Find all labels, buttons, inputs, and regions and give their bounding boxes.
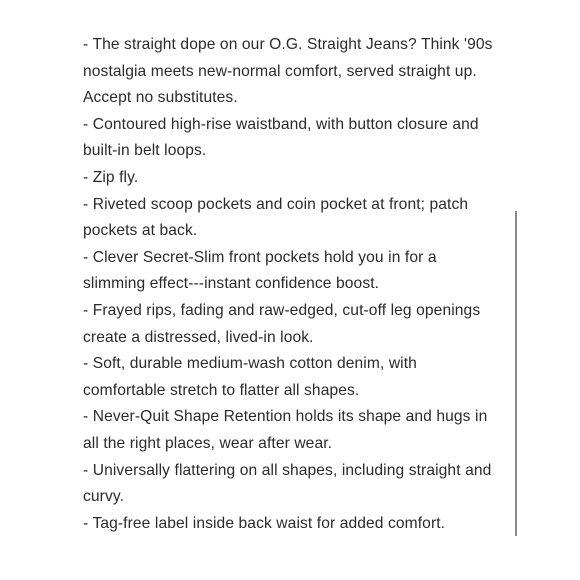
- description-line: pockets at back.: [83, 222, 198, 240]
- description-line: - Clever Secret-Slim front pockets hold you in for a: [83, 248, 437, 266]
- description-line: - Contoured high-rise waistband, with button closure and: [83, 115, 479, 133]
- description-line: - The straight dope on our O.G. Straight Jeans? Think '90s: [83, 36, 493, 53]
- description-line: - Frayed rips, fading and raw-edged, cut-off leg openings: [83, 301, 481, 319]
- description-line: comfortable stretch to flatter all shapes.: [83, 381, 360, 399]
- description-line: built-in belt loops.: [83, 142, 207, 160]
- description-line: - Never-Quit Shape Retention holds its shape and hugs in: [83, 408, 488, 426]
- description-line: - Tag-free label inside back waist for added comfort.: [83, 514, 446, 532]
- description-line: - Zip fly.: [83, 168, 139, 186]
- product-description: [83, 32, 523, 537]
- description-line: slimming effect---instant confidence boost.: [83, 275, 380, 293]
- description-line: curvy.: [83, 488, 125, 506]
- description-line: - Universally flattering on all shapes, including straight and: [83, 461, 492, 479]
- description-line: - Riveted scoop pockets and coin pocket at front; patch: [83, 195, 469, 213]
- description-line: create a distressed, lived-in look.: [83, 328, 314, 346]
- description-line: - Soft, durable medium-wash cotton denim, with: [83, 355, 417, 373]
- description-line: Accept no substitutes.: [83, 89, 238, 107]
- description-line: all the right places, wear after wear.: [83, 434, 333, 452]
- scrollbar[interactable]: [515, 211, 517, 536]
- description-line: nostalgia meets new-normal comfort, served straight up.: [83, 62, 477, 80]
